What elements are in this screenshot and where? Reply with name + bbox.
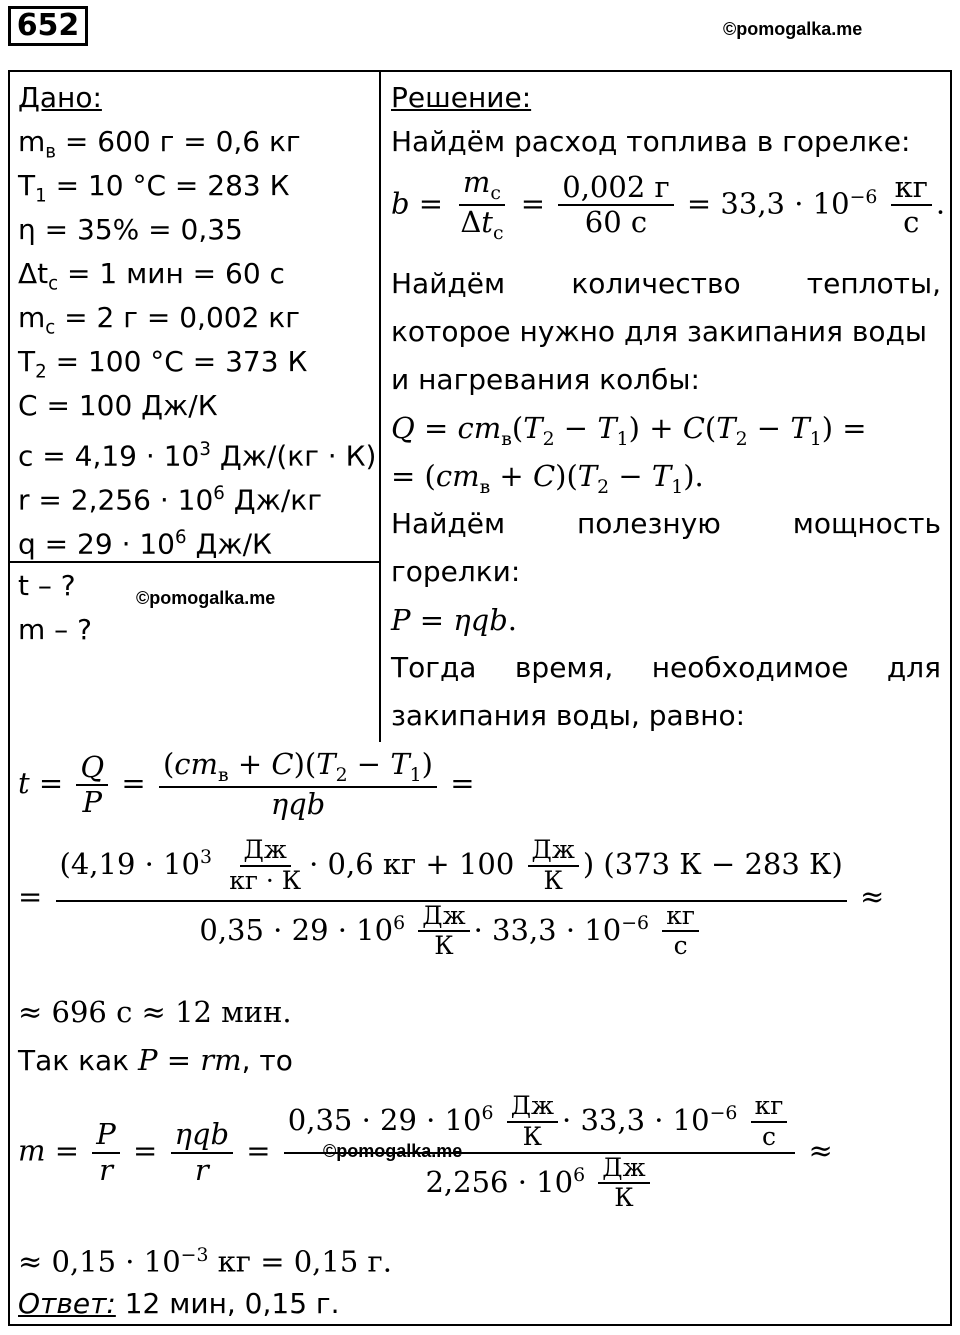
problem-number: 652 <box>8 6 88 46</box>
approx-m-base: ≈ 0,15 · 10 <box>18 1244 181 1279</box>
since-line: Так как P = rm, то <box>18 1043 293 1077</box>
p3-word-1: Найдём <box>391 507 506 540</box>
unknown-t: t – ? <box>18 569 76 602</box>
formula-p: P = ηqb. <box>391 603 517 637</box>
watermark-formula: ©pomogalka.me <box>323 1141 463 1161</box>
watermark-given: ©pomogalka.me <box>136 588 276 608</box>
formula-t-2: = ($4,19 \cdot 10^3$ $\frac{Дж}{кг \cdot К}$ · 0,6 кг + 100 $\frac{Дж}{К}$ ) (373 К − 283 К) $0,35 \cdot 29 \cdot 10^6$ $\frac{Дж}{К}$ · $33,3 \cdot 10^{-6}$ $\frac{кг}{с}$ ≈ <box>18 835 885 961</box>
formula-m: m = $\frac{P}{r}$ = $\frac{\text{ηqb}}{r}$ = $0,35 \cdot 29 \cdot 10^6$ $\frac{Дж}{К}$ · $33,3 \cdot 10^{-6}$ $\frac{кг}{с}$ $2,256 \cdot 10^6$ $\frac{Дж}{К}$ ≈ <box>18 1091 833 1213</box>
p4-word-3: необходимое <box>651 651 849 684</box>
p3-word-2: полезную <box>576 507 721 540</box>
given-line-5: $m_с = 2$ г = 0,002 кг <box>18 301 300 339</box>
answer-label: Ответ: <box>18 1287 116 1320</box>
given-line-4: $\Delta t_с = 1$ мин = 60 с <box>18 257 285 295</box>
solution-p1: Найдём расход топлива в горелке: <box>391 125 911 158</box>
approx-m-tail: кг = 0,15 г. <box>208 1244 392 1279</box>
given-line-3: η = 35% = 0,35 <box>18 213 243 246</box>
approx-m <box>18 1240 392 1278</box>
given-line-10: $q = 29 \cdot 10^6$ Дж/К <box>18 527 272 561</box>
p4-word-1: Тогда <box>391 651 477 684</box>
given-line-2: $T_1 = 10$ °C = 283 К <box>18 169 290 207</box>
formula-q-1: $Q = cm_в(T_2 - T_1) + C(T_2 - T_1)$ = <box>391 411 867 450</box>
solution-p4-line2: закипания воды, равно: <box>391 699 746 732</box>
p2-word-3: теплоты, <box>806 267 941 300</box>
answer-line <box>18 1288 340 1320</box>
formula-b: b = $\frac{m_c}{\Delta t_c}$ = $\frac{0,002 г}{60 с}$ = $33,3 \cdot 10^{-6}$ $\frac{кг}{с}$ . <box>391 165 946 245</box>
solution-p2-line1 <box>391 268 941 300</box>
solution-p2-line2: которое нужно для закипания воды <box>391 315 927 348</box>
formula-t-1: t = $\frac{Q}{P}$ = $\frac{(cm_в + C)(T_2 - T_1)}{\text{ηqb}}$ = <box>18 747 475 822</box>
given-line-7: C = 100 Дж/К <box>18 389 218 422</box>
solution-title: Решение: <box>391 81 532 114</box>
given-title: Дано: <box>18 81 102 114</box>
solution-p2-line3: и нагревания колбы: <box>391 363 700 396</box>
given-line-8: $c = 4,19 \cdot 10^3$ Дж/(кг · К) <box>18 439 377 473</box>
column-divider <box>379 70 381 742</box>
p4-word-4: для <box>886 651 941 684</box>
p3-word-3: мощность <box>792 507 941 540</box>
answer-text: 12 мин, 0,15 г. <box>115 1287 340 1320</box>
since-text-2: , то <box>241 1044 293 1077</box>
given-line-1: $m_в = 600$ г = 0,6 кг <box>18 125 301 163</box>
given-divider <box>8 561 380 563</box>
unknown-m: m – ? <box>18 613 92 646</box>
since-text-1: Так как <box>18 1044 130 1077</box>
given-line-9: $r = 2,256 \cdot 10^6$ Дж/кг <box>18 483 322 517</box>
solution-p3-line1 <box>391 508 941 540</box>
p2-word-1: Найдём <box>391 267 506 300</box>
formula-q-2: = $(cm_в + C)(T_2 - T_1)$. <box>391 459 704 498</box>
approx-t: ≈ 696 с ≈ 12 мин. <box>18 995 292 1029</box>
watermark-top: ©pomogalka.me <box>723 19 863 39</box>
approx-m-exp: −3 <box>180 1245 209 1266</box>
solution-p4-line1 <box>391 652 941 684</box>
p4-word-2: время, <box>514 651 614 684</box>
p2-word-2: количество <box>571 267 741 300</box>
given-line-6: $T_2 = 100$ °C = 373 К <box>18 345 308 383</box>
solution-p3-line2: горелки: <box>391 555 521 588</box>
